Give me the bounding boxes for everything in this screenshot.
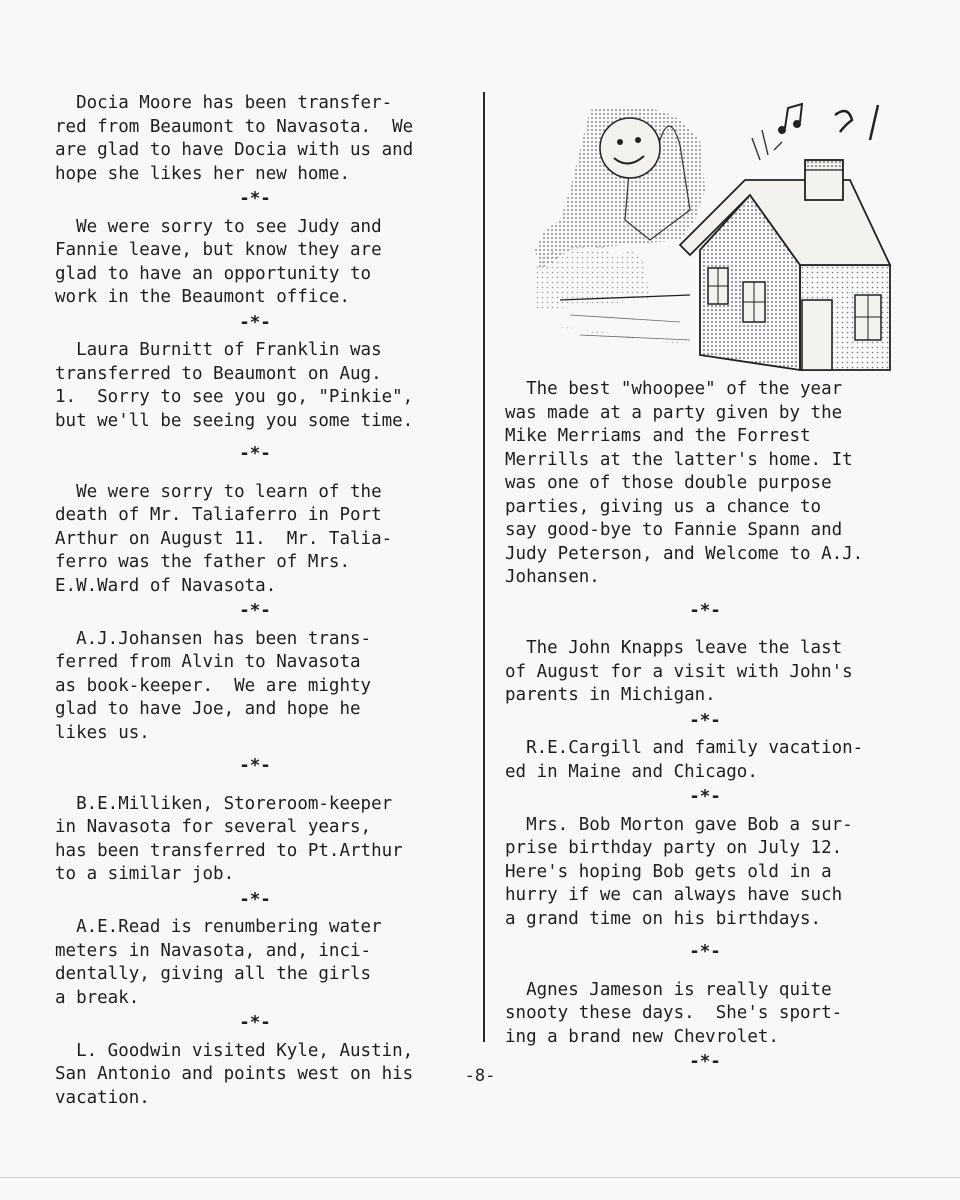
text-line: ferred from Alvin to Navasota: [55, 652, 361, 672]
text-line: hurry if we can always have such: [505, 885, 843, 905]
text-line: prise birthday party on July 12.: [505, 838, 843, 858]
text-line: A.J.Johansen has been trans-: [55, 628, 372, 649]
text-line: The John Knapps leave the last: [505, 638, 843, 658]
text-line: glad to have an opportunity to: [55, 263, 372, 284]
text-line: work in the Beaumont office.: [55, 287, 351, 307]
text-line: dentally, giving all the girls: [55, 964, 372, 984]
separator: -*-: [689, 787, 721, 807]
text-line: A.E.Read is renumbering water: [55, 917, 382, 937]
text-line: Johansen.: [505, 567, 600, 587]
text-line: ferro was the father of Mrs.: [55, 552, 351, 572]
news-item: [55, 92, 455, 186]
text-line: ed in Maine and Chicago.: [505, 761, 758, 782]
text-line: in Navasota for several years,: [55, 817, 372, 837]
text-line: parents in Michigan.: [505, 685, 716, 705]
text-line: Fannie leave, but know they are: [55, 240, 382, 260]
text-line: likes us.: [55, 722, 150, 743]
text-line: glad to have Joe, and hope he: [55, 699, 361, 719]
news-item: [505, 737, 905, 784]
text-line: San Antonio and points west on his: [55, 1064, 414, 1084]
news-item: [55, 339, 455, 433]
separator: -*-: [239, 756, 271, 776]
right-column: [505, 378, 905, 1079]
text-line: R.E.Cargill and family vacation-: [505, 738, 864, 758]
separator: -*-: [239, 889, 271, 910]
text-line: Merrills at the latter's home. It: [505, 449, 853, 470]
page-edge-line: [0, 1177, 960, 1178]
text-line: B.E.Milliken, Storeroom-keeper: [55, 793, 393, 814]
news-item: [55, 1040, 455, 1111]
text-line: Arthur on August 11. Mr. Talia-: [55, 528, 393, 549]
column-divider: [483, 92, 485, 1042]
news-item: [55, 628, 455, 746]
text-line: 1. Sorry to see you go, "Pinkie",: [55, 387, 414, 407]
text-line: to a similar job.: [55, 864, 235, 884]
text-line: has been transferred to Pt.Arthur: [55, 840, 403, 861]
text-line: transferred to Beaumont on Aug.: [55, 363, 382, 384]
separator: -*-: [689, 600, 721, 621]
text-line: as book-keeper. We are mighty: [55, 675, 372, 696]
text-line: Docia Moore has been transfer-: [55, 93, 393, 113]
text-line: snooty these days. She's sport-: [505, 1003, 843, 1023]
text-line: We were sorry to see Judy and: [55, 216, 382, 237]
text-line: The best "whoopee" of the year: [505, 379, 843, 399]
text-line: say good-bye to Fannie Spann and: [505, 520, 843, 540]
news-item: [55, 793, 455, 887]
separator: -*-: [689, 1052, 721, 1072]
text-line: ing a brand new Chevrolet.: [505, 1026, 779, 1047]
separator: -*-: [239, 601, 271, 621]
news-item: [505, 979, 905, 1050]
text-line: was made at a party given by the: [505, 402, 843, 423]
page-number: -8-: [464, 1066, 496, 1086]
text-line: L. Goodwin visited Kyle, Austin,: [55, 1040, 414, 1061]
separator: -*-: [689, 710, 721, 731]
separator: -*-: [239, 1013, 271, 1033]
text-line: a break.: [55, 987, 140, 1008]
text-line: but we'll be seeing you some time.: [55, 410, 414, 431]
text-line: of August for a visit with John's: [505, 661, 853, 682]
text-line: Here's hoping Bob gets old in a: [505, 861, 832, 882]
text-line: hope she likes her new home.: [55, 163, 351, 184]
separator: -*-: [239, 189, 271, 209]
text-line: Laura Burnitt of Franklin was: [55, 340, 382, 360]
news-item: [505, 814, 905, 932]
text-line: are glad to have Docia with us and: [55, 140, 414, 160]
separator: -*-: [239, 444, 271, 464]
news-item: [55, 216, 455, 310]
text-line: E.W.Ward of Navasota.: [55, 575, 277, 596]
left-column: [55, 92, 455, 1110]
house-moon-illustration: [530, 100, 900, 380]
text-line: Judy Peterson, and Welcome to A.J.: [505, 543, 864, 564]
text-line: a grand time on his birthdays.: [505, 908, 822, 929]
text-line: Agnes Jameson is really quite: [505, 979, 832, 1000]
text-line: red from Beaumont to Navasota. We: [55, 116, 414, 137]
separator: -*-: [689, 942, 721, 962]
news-item: [55, 481, 455, 599]
news-item: [505, 637, 905, 708]
text-line: parties, giving us a chance to: [505, 496, 822, 517]
text-line: death of Mr. Taliaferro in Port: [55, 505, 382, 525]
news-item: [505, 378, 905, 590]
text-line: was one of those double purpose: [505, 473, 832, 493]
news-item: [55, 916, 455, 1010]
text-line: We were sorry to learn of the: [55, 481, 382, 502]
text-line: meters in Navasota, and, inci-: [55, 940, 372, 961]
text-line: Mrs. Bob Morton gave Bob a sur-: [505, 814, 853, 835]
separator: -*-: [239, 312, 271, 333]
text-line: vacation.: [55, 1087, 150, 1108]
text-line: Mike Merriams and the Forrest: [505, 426, 811, 446]
